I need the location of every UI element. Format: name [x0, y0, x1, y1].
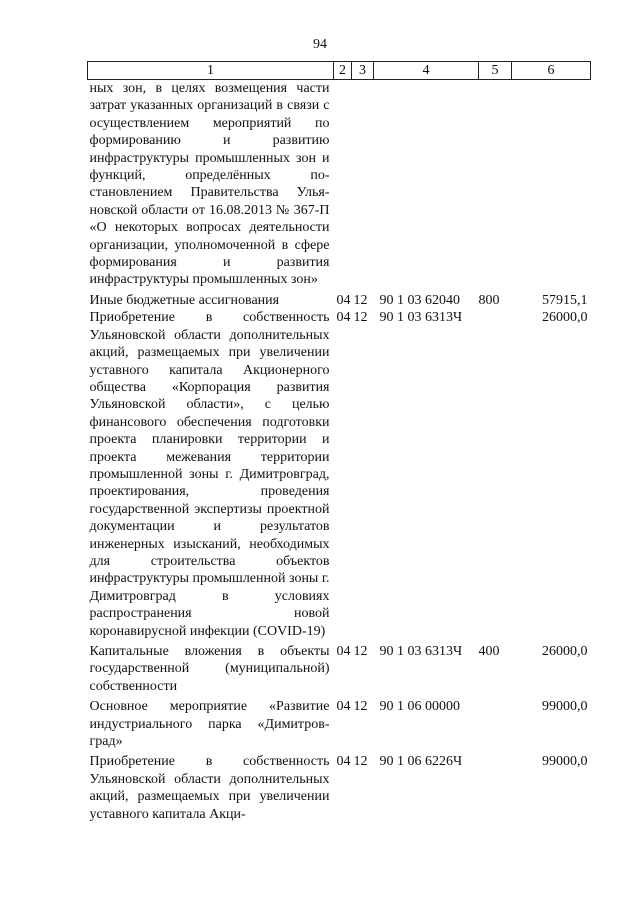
table-row [88, 309, 591, 640]
row-subsection-code: 12 [353, 310, 368, 326]
row-section-code: 04 [336, 644, 351, 659]
row-section-code: 04 [336, 699, 351, 715]
row-description: Капитальные вложения в объекты государственной (муниципальной) собственности [89, 644, 330, 694]
table-row [88, 640, 591, 695]
row-amount: 57915,1 [542, 292, 588, 308]
row-subsection-code: 12 [353, 292, 368, 308]
row-description: Приобретение в собственность Ульяновской области дополнительных акций, размещаемых при увеличении уставного капитала Акционерного общества «Корпорация развития Ульяновской области», с целью финансового обеспечения подготовки проекта планировки территории и проекта межевания территории промышленной зоны г. Димитровград, проектирования, проведения государственной экспертизы проектной документации и результатов инженерных изысканий, необходимых для строительства объектов инфраструктуры промышленной зоны г. Димитровград в условиях распространения новой коронавирусной инфекции (COVID-19) [89, 310, 330, 639]
row-amount: 99000,0 [542, 699, 588, 715]
header-col-4: 4 [374, 62, 479, 80]
row-description: ных зон, в целях возмещения части затрат указанных организаций в связи с осуществлением мероприятий по формированию и развитию инфраструктуры промышленных зон и функций, определённых постановлением Правительства Ульяновской области от 16.08.2013 № 367-П «О некоторых вопросах деятельности организации, уполномоченной в сфере формирования и развития инфраструктуры промышленных зон» [89, 81, 330, 288]
row-section-code [334, 80, 352, 289]
row-amount: 26000,0 [542, 644, 588, 659]
row-target-article: 90 1 06 6226Ч [379, 754, 463, 770]
row-subsection-code: 12 [353, 699, 368, 715]
header-col-2: 2 [334, 62, 352, 80]
row-target-article: 90 1 06 00000 [379, 699, 460, 715]
header-col-3: 3 [352, 62, 374, 80]
table-row [88, 750, 591, 823]
row-subsection-code [352, 80, 374, 289]
table-row [88, 80, 591, 289]
row-target-article: 90 1 03 62040 [379, 292, 460, 308]
row-amount [512, 80, 591, 289]
row-expense-type: 800 [478, 292, 500, 308]
header-col-5: 5 [479, 62, 512, 80]
row-section-code: 04 [336, 754, 351, 770]
header-col-6: 6 [512, 62, 591, 80]
row-target-article: 90 1 03 6313Ч [379, 644, 463, 659]
row-target-article: 90 1 03 6313Ч [379, 310, 463, 326]
table-header-row [88, 62, 591, 80]
row-expense-type: 400 [478, 644, 500, 659]
row-amount: 26000,0 [542, 310, 588, 326]
table-row [88, 695, 591, 750]
budget-table [87, 61, 591, 823]
row-subsection-code: 12 [353, 644, 368, 659]
table-row [88, 289, 591, 309]
row-subsection-code: 12 [353, 754, 368, 770]
row-section-code: 04 [336, 310, 351, 326]
row-description: Основное мероприятие «Развитие индустриального парка «Димитровград» [89, 699, 330, 750]
header-col-1: 1 [88, 62, 334, 80]
row-description: Иные бюджетные ассигнования [89, 292, 280, 308]
row-target-article [374, 80, 479, 289]
row-expense-type [479, 695, 512, 750]
row-section-code: 04 [336, 292, 351, 308]
row-description: Приобретение в собственность Ульяновской области дополнительных акций, размещаемых при увеличении уставного капитала Акци- [89, 754, 330, 822]
page-number: 94 [313, 37, 327, 52]
row-expense-type [479, 750, 512, 823]
row-expense-type [479, 80, 512, 289]
row-amount: 99000,0 [542, 754, 588, 770]
row-expense-type [479, 309, 512, 640]
